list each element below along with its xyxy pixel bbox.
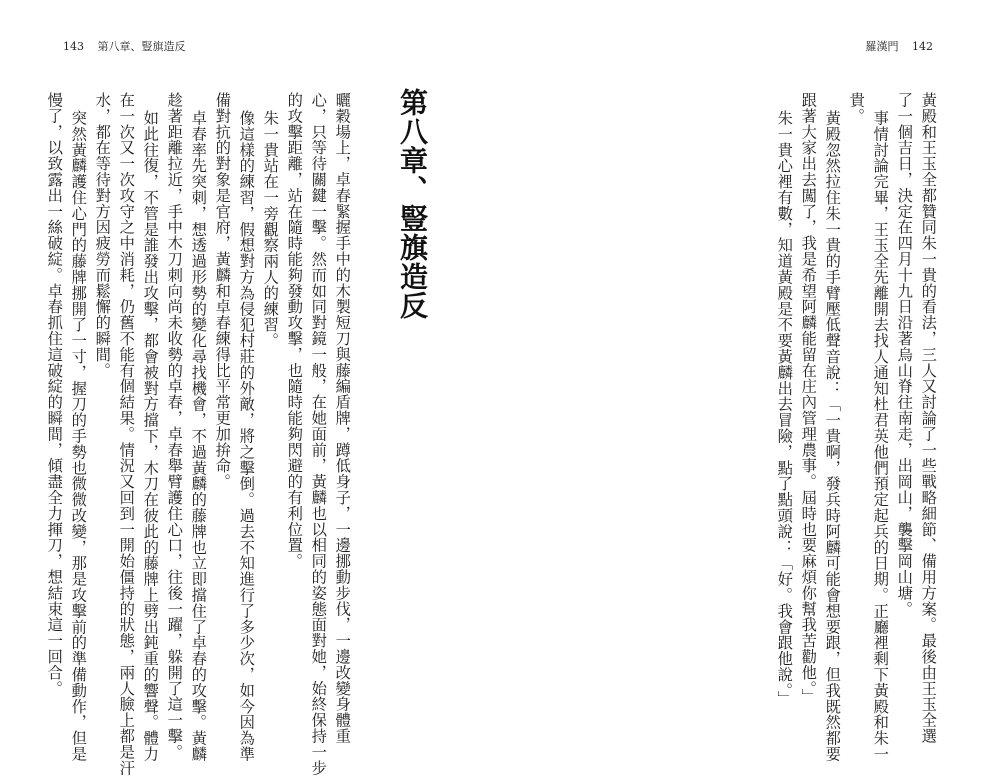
right-running-header <box>866 38 934 54</box>
text-column: 在一次又一次攻守之中消耗，仍舊不能有個結果。情況又回到一開始僵持的狀態，兩人臉上都是汗 <box>117 92 136 776</box>
text-column: 貴。 <box>847 92 866 124</box>
text-column: 水，都在等待對方因疲勞而鬆懈的瞬間。 <box>93 92 112 379</box>
text-column: 事情討論完畢，王玉全先離開去找人通知杜君英他們預定起兵的日期。正廳裡剩下黃殿和朱一 <box>871 110 890 762</box>
text-column: 慢了，以致露出一絲破綻。卓春抓住這破綻的瞬間，傾盡全力揮刀，想結束這一回合。 <box>45 92 64 697</box>
text-column: 卓春率先突刺，想透過形勢的變化尋找機會，不過黃麟的藤牌也立即擋住了卓春的攻擊。黃麟 <box>189 110 208 762</box>
text-column: 黃殿忽然拉住朱一貴的手臂壓低聲音說：「一貴啊，發兵時阿麟可能會想要跟，但我既然都要 <box>823 110 842 762</box>
text-column: 的攻擊距離，站在隨時能夠發動攻擊，也隨時能夠閃避的有利位置。 <box>285 92 304 569</box>
text-column: 曬穀場上，卓春緊握手中的木製短刀與藤編盾牌，蹲低身子，一邊挪動步伐，一邊改變身體重 <box>333 92 352 744</box>
text-column: 如此往復，不管是誰發出攻擊，都會被對方擋下，木刀在彼此的藤牌上劈出鈍重的響聲。體力 <box>141 110 160 762</box>
text-column: 突然黃麟護住心門的藤牌挪開了一寸，握刀的手勢也微微改變，那是攻擊前的準備動作，但是 <box>69 110 88 762</box>
text-column: 趁著距離拉近，手中木刀刺向尚未收勢的卓春，卓春舉臂護住心口，往後一躍，躲開了這一擊。 <box>165 92 184 760</box>
text-column: 像這樣的練習，假想對方為侵犯村莊的外敵，將之擊倒。過去不知進行了多少次，如今因為準 <box>237 110 256 762</box>
text-column: 心，只等待關鍵一擊。然而如同對鏡一般，在她面前，黃麟也以相同的姿態面對她，始終保持一步 <box>309 92 328 776</box>
left-running-title: 第八章、豎旗造反 <box>97 40 186 53</box>
right-running-title: 羅漢門 <box>865 40 899 53</box>
right-page-number: 142 <box>912 40 933 53</box>
left-page-number: 143 <box>63 40 84 53</box>
text-column: 跟著大家出去闖了，我是希望阿麟能留在庄內管理農事。屆時也要麻煩你幫我苦勸他。」 <box>799 92 818 705</box>
left-running-header <box>63 38 186 54</box>
text-column: 了一個吉日，決定在四月十九日沿著烏山脊往南走，出岡山，襲擊岡山塘。 <box>895 92 914 617</box>
chapter-title: 第八章、豎旗造反 <box>396 88 429 320</box>
text-column: 朱一貴站在一旁觀察兩人的練習。 <box>261 110 280 349</box>
text-column: 朱一貴心裡有數，知道黃殿是不要黃麟出去冒險，點了點頭說：「好。我會跟他說。」 <box>775 110 794 707</box>
text-column: 備對抗的對象是官府，黃麟和卓春練得比平常更加拚命。 <box>213 92 232 490</box>
text-column: 黃殿和王玉全都贊同朱一貴的看法，三人又討論了一些戰略細節、備用方案。最後由王玉全選 <box>919 92 938 744</box>
